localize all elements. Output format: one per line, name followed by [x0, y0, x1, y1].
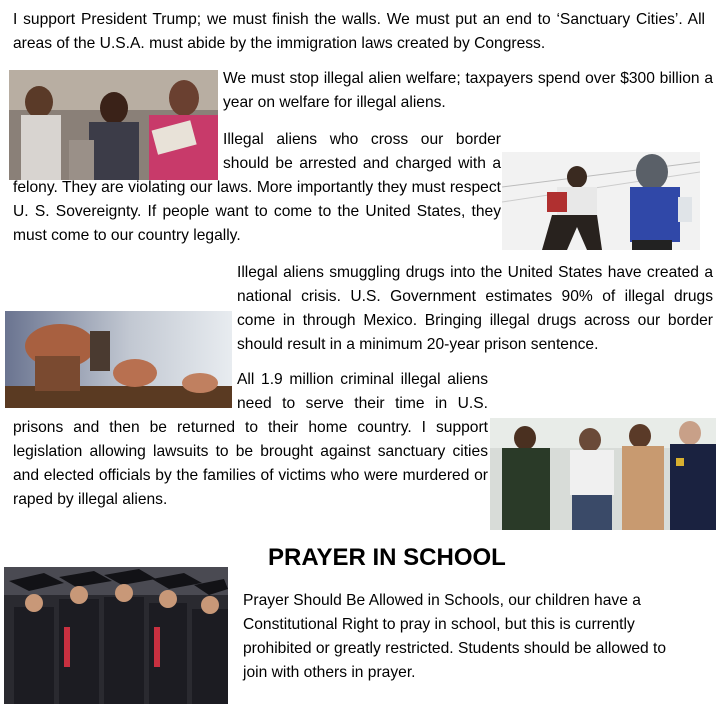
prayer-paragraph: Prayer Should Be Allowed in Schools, our children have a Constitutional Right to pray in school, but this is currently prohibited or greatly restricted. Students should be allowed to join with others in prayer. — [243, 592, 667, 681]
criminals-text: All 1.9 million criminal illegal aliens need to serve their time in U.S. prisons and then be returned to their home country. I support legislation allowing lawsuits to be brought against sanctuary cities and elected officials by the families of victims who were murdered or raped by illegal aliens. — [13, 371, 488, 508]
prayer-heading: PRAYER IN SCHOOL — [268, 544, 506, 571]
welfare-paragraph: We must stop illegal alien welfare; taxpayers spend over $300 billion a year on welfare for illegal aliens. — [223, 70, 713, 111]
border-paragraph — [13, 128, 713, 276]
criminals-paragraph — [13, 368, 713, 536]
intro-paragraph: I support President Trump; we must finish the walls. We must put an end to ‘Sanctuary Cities’. All areas of the U.S.A. must abide by the immigration laws created by Congress. — [13, 11, 705, 52]
border-text: Illegal aliens who cross our border should be arrested and charged with a felony. They are violating our laws. More importantly they must respect U. S. Sovereignty. If people want to come to the United States, they must come to our country legally. — [13, 131, 501, 244]
graduates-praying-photo — [4, 567, 228, 704]
drugs-text: Illegal aliens smuggling drugs into the United States have created a national crisis. U.S. Government estimates 90% of illegal drugs come in through Mexico. Bringing illegal drugs across our border should result in a minimum 20-year prison sentence. — [237, 264, 713, 353]
